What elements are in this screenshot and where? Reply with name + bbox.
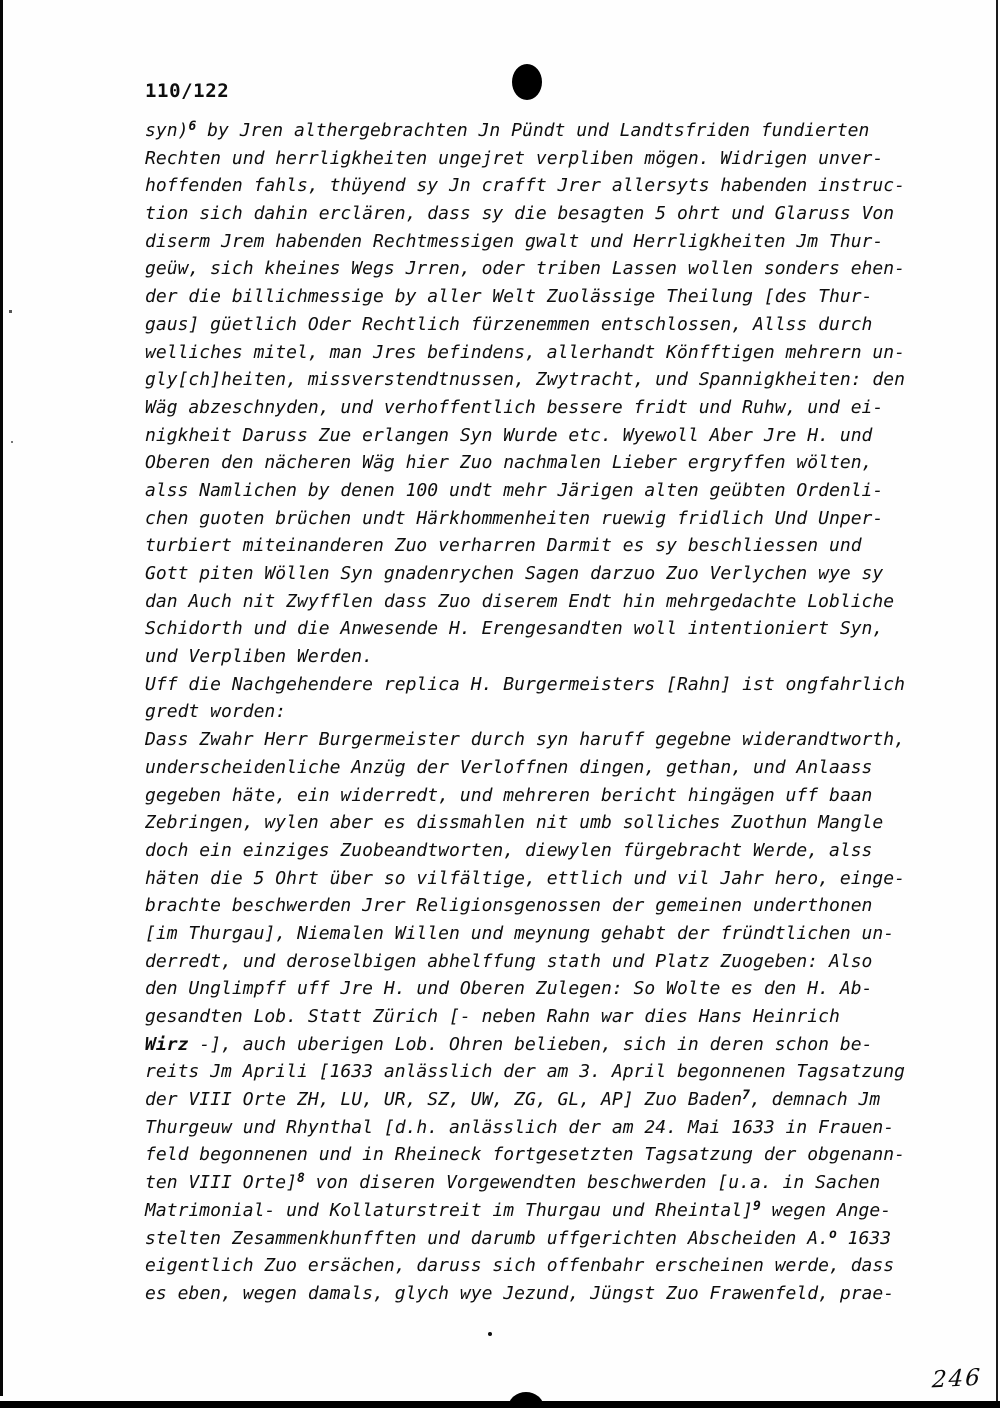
text-line: Wäg abzeschnyden, und verhoffentlich bessere fridt und Ruhw, und ei- [145, 396, 884, 418]
text-line: syn)$^6$ by Jren althergebrachten Jn Pündt und Landtsfriden fundierten [145, 119, 870, 141]
page-number: 110/122 [145, 80, 230, 102]
text-line: alss Namlichen by denen 100 undt mehr Järigen alten geübten Ordenli- [145, 479, 884, 501]
text-line: Schidorth und die Anwesende H. Erengesandten woll intentioniert Syn, [145, 618, 884, 640]
text-line: den Unglimpff uff Jre H. und Oberen Zulegen: So Wolte es den H. Ab- [145, 978, 873, 1000]
text-line: Zebringen, wylen aber es dissmahlen nit umb solliches Zuothun Mangle [145, 812, 884, 834]
text-line: es eben, wegen damals, glych wye Jezund, Jüngst Zuo Frawenfeld, prae- [145, 1282, 895, 1304]
text-line: Wirz -], auch uberigen Lob. Ohren belieben, sich in deren schon be- [145, 1033, 873, 1055]
text-line: geüw, sich kheines Wegs Jrren, oder triben Lassen wollen sonders ehen- [145, 258, 905, 280]
scan-speck [11, 441, 13, 443]
punch-hole-mark-top [512, 64, 542, 100]
text-line: Thurgeuw und Rhynthal [d.h. anlässlich der am 24. Mai 1633 in Frauen- [145, 1116, 895, 1138]
scan-speck [9, 310, 12, 313]
text-line: gesandten Lob. Statt Zürich [- neben Rahn war dies Hans Heinrich [145, 1006, 840, 1027]
text-line: Dass Zwahr Herr Burgermeister durch syn haruff gegebne widerandtworth, [145, 729, 905, 751]
text-line: tion sich dahin erclären, dass sy die besagten 5 ohrt und Glaruss Von [145, 203, 895, 225]
document-body [145, 117, 935, 1308]
text-line: nigkheit Daruss Zue erlangen Syn Wurde etc. Wyewoll Aber Jre H. und [145, 424, 873, 446]
text-line: feld begonnenen und in Rheineck fortgesetzten Tagsatzung der obgenann- [145, 1144, 905, 1166]
punch-hole-mark-bottom [508, 1392, 544, 1408]
text-line: brachte beschwerden Jrer Religionsgenossen der gemeinen underthonen [145, 895, 873, 917]
text-line: eigentlich Zuo ersächen, daruss sich offenbahr erscheinen werde, dass [145, 1255, 895, 1277]
text-line: chen guoten brüchen undt Härkhommenheiten ruewig fridlich Und Unper- [145, 507, 884, 529]
scan-edge-right [996, 0, 998, 1402]
text-line: [im Thurgau], Niemalen Willen und meynung gehabt der fründtlichen un- [145, 922, 895, 944]
text-line: diserm Jrem habenden Rechtmessigen gwalt und Herrligkheiten Jm Thur- [145, 230, 884, 252]
text-line: dan Auch nit Zwyfflen dass Zuo diserem Endt hin mehrgedachte Lobliche [145, 590, 895, 612]
text-line: der die billichmessige by aller Welt Zuolässige Theilung [des Thur- [145, 286, 873, 308]
text-line: hoffenden fahls, thüyend sy Jn crafft Jrer allersyts habenden instruc- [145, 175, 905, 197]
text-line: der VIII Orte ZH, LU, UR, SZ, UW, ZG, GL, AP] Zuo Baden$^7$, demnach Jm [145, 1088, 881, 1111]
scan-edge-left [0, 0, 3, 1396]
text-line: underscheidenliche Anzüg der Verloffnen dingen, gethan, und Anlaass [145, 756, 873, 778]
text-line: Rechten und herrligkheiten ungejret verpliben mögen. Widrigen unver- [145, 147, 884, 169]
text-line: häten die 5 Ohrt über so vilfältige, ettlich und vil Jahr hero, einge- [145, 867, 905, 889]
text-line: gly[ch]heiten, missverstendtnussen, Zwytracht, und Spannigkheiten: den [145, 369, 905, 391]
text-line: reits Jm Aprili [1633 anlässlich der am 3. April begonnenen Tagsatzung [145, 1061, 905, 1083]
text-line: ten VIII Orte]$^8$ von diseren Vorgewendten beschwerden [u.a. in Sachen [145, 1171, 881, 1194]
text-line: gredt worden: [145, 701, 287, 723]
text-line: und Verpliben Werden. [145, 646, 373, 668]
text-line: Oberen den nächeren Wäg hier Zuo nachmalen Lieber ergryffen wölten, [145, 452, 873, 474]
text-line: turbiert miteinanderen Zuo verharren Darmit es sy beschliessen und [145, 535, 862, 557]
text-line: gaus] güetlich Oder Rechtlich fürzenemmen entschlossen, Allss durch [145, 313, 873, 335]
text-line: stelten Zesammenkhunfften und darumb uffgerichten Abscheiden A.$^o$ 1633 [145, 1226, 892, 1249]
scan-edge-bottom [0, 1401, 1000, 1408]
text-line: Uff die Nachgehendere replica H. Burgermeisters [Rahn] ist ongfahrlich [145, 673, 905, 695]
text-line: derredt, und deroselbigen abhelffung stath und Platz Zuogeben: Also [145, 950, 873, 972]
ink-speck [488, 1332, 492, 1336]
text-line: gegeben häte, ein widerredt, und mehreren bericht hingägen uff baan [145, 784, 873, 806]
text-line: doch ein einziges Zuobeandtworten, diewylen fürgebracht Werde, alss [145, 839, 873, 861]
text-line: Gott piten Wöllen Syn gnadenrychen Sagen darzuo Zuo Verlychen wye sy [145, 563, 884, 584]
handwritten-folio-number: 246 [931, 1364, 983, 1394]
text-line: welliches mitel, man Jres befindens, allerhandt Könfftigen mehrern un- [145, 341, 905, 363]
text-line: Matrimonial- und Kollaturstreit im Thurgau und Rheintal]$^9$ wegen Ange- [145, 1198, 892, 1221]
